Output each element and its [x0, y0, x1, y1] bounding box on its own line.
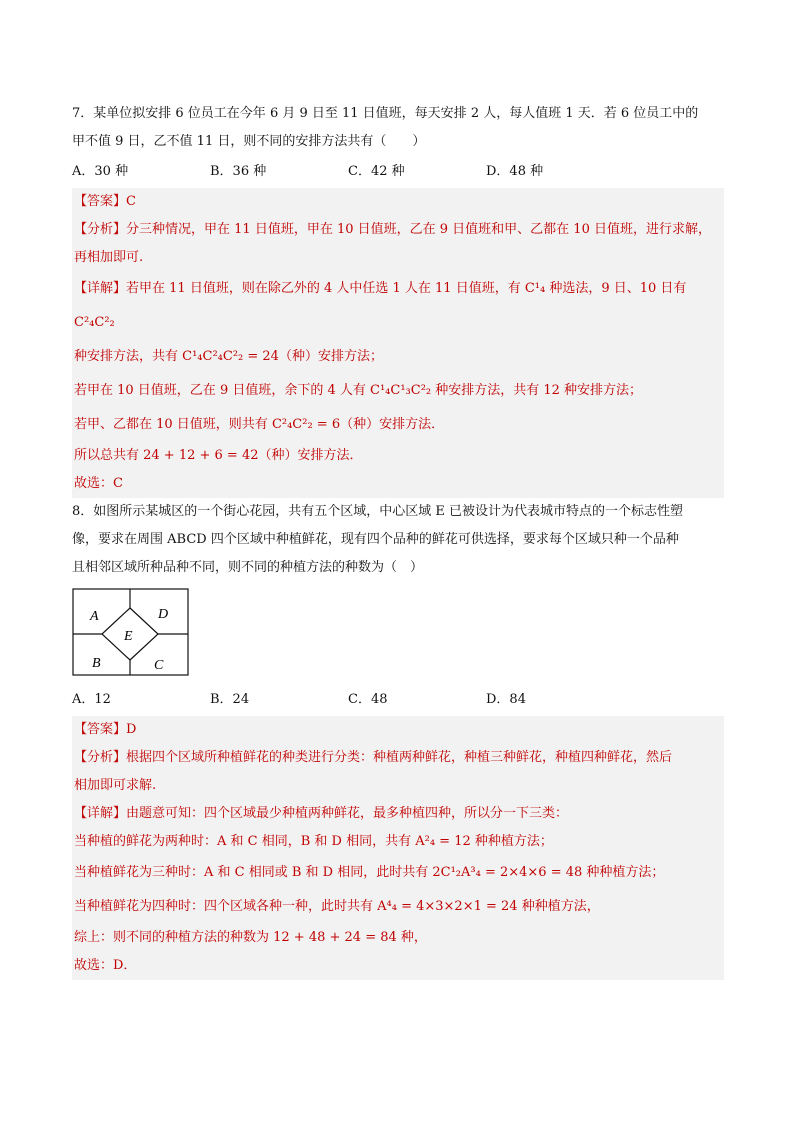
region-d-label: D [158, 607, 169, 622]
q7-analysis-line2: 再相加即可. [74, 250, 144, 265]
q8-analysis-text: 根据四个区域所种植鲜花的种类进行分类：种植两种鲜花，种植三种鲜花，种植四种鲜花，然后 [126, 750, 673, 765]
q7-option-c: C．42 种 [348, 164, 405, 179]
q7-option-d: D．48 种 [486, 164, 544, 179]
q8-option-a: A．12 [72, 692, 111, 707]
q7-detail-line3: 若甲在 10 日值班，乙在 9 日值班，余下的 4 人有 C¹₄C¹₃C²₂ 种安排方法，共有 12 种安排方法； [74, 383, 643, 398]
q7-choose: 故选：C [74, 476, 123, 491]
q8-option-d: D．84 [486, 692, 526, 707]
region-a-label: A [90, 609, 99, 624]
q7-option-b: B．36 种 [210, 164, 267, 179]
q7-detail-line4: 若甲、乙都在 10 日值班，则共有 C²₄C²₂ = 6（种）安排方法． [74, 417, 445, 432]
page-content [72, 100, 724, 980]
q8-stem-line3: 且相邻区域所种品种不同，则不同的种植方法的种数为（ ） [72, 560, 424, 575]
q7-solution-box [72, 188, 724, 498]
q8-stem-line1: 8．如图所示某城区的一个街心花园，共有五个区域，中心区域 E 已被设计为代表城市特点的一个标志性塑 [72, 504, 684, 519]
q7-answer-value: C [126, 194, 136, 209]
q7-answer-tag: 【答案】 [74, 194, 127, 209]
q8-detail-line2: 当种植的鲜花为两种时：A 和 C 相同，B 和 D 相同，共有 A²₄ = 12 种种植方法； [74, 834, 553, 849]
q7-detail-line1: 若甲在 11 日值班，则在除乙外的 4 人中任选 1 人在 11 日值班，有 C¹₄ 种选法，9 日、10 日有 C²₄C²₂ [74, 281, 687, 330]
q8-detail [74, 800, 722, 828]
region-b-label: B [92, 656, 101, 671]
q8-option-c: C．48 [348, 692, 388, 707]
q7-stem-line2: 甲不值 9 日，乙不值 11 日，则不同的安排方法共有（ ） [72, 134, 426, 149]
q8-detail-line4: 当种植鲜花为四种时：四个区域各种一种，此时共有 A⁴₄ = 4×3×2×1 = 24 种种植方法， [74, 899, 600, 914]
q8-detail-line3: 当种植鲜花为三种时：A 和 C 相同或 B 和 D 相同，此时共有 2C¹₂A³₄ = 2×4×6 = 48 种种植方法； [74, 865, 665, 880]
q8-choose: 故选：D． [74, 958, 137, 973]
q7-detail-line5: 所以总共有 24 + 12 + 6 = 42（种）安排方法． [74, 448, 363, 463]
q8-detail-line5: 综上：则不同的种植方法的种数为 12 + 48 + 24 = 84 种， [74, 930, 427, 945]
q8-answer-tag: 【答案】 [74, 722, 127, 737]
q8-answer-value: D [126, 722, 137, 737]
q7-option-a: A．30 种 [72, 164, 129, 179]
q7-stem-line1: 7．某单位拟安排 6 位员工在今年 6 月 9 日至 11 日值班，每天安排 2 人，每人值班 1 天．若 6 位员工中的 [72, 106, 699, 121]
q8-detail-tag: 【详解】 [74, 806, 127, 821]
q8-stem-line2: 像，要求在周围 ABCD 四个区域中种植鲜花，现有四个品种的鲜花可供选择，要求每个区域只种一个品种 [72, 532, 679, 547]
q7-options [72, 158, 724, 186]
region-c-label: C [154, 658, 164, 673]
garden-diagram [72, 588, 190, 678]
q7-answer [74, 188, 722, 216]
q7-detail-tag: 【详解】 [74, 281, 127, 296]
q7-analysis [74, 216, 722, 244]
region-e-label: E [124, 629, 133, 644]
q7-detail-line2: 种安排方法，共有 C¹₄C²₄C²₂ = 24（种）安排方法； [74, 349, 383, 364]
q8-analysis [74, 744, 722, 772]
q7-analysis-text: 分三种情况，甲在 11 日值班，甲在 10 日值班，乙在 9 日值班和甲、乙都在 10 日值班，进行求解， [126, 222, 711, 237]
q7-detail [74, 272, 722, 340]
q7-analysis-tag: 【分析】 [74, 222, 127, 237]
garden-figure [72, 588, 724, 682]
q8-option-b: B．24 [210, 692, 250, 707]
q8-detail-line1: 由题意可知：四个区域最少种植两种鲜花，最多种植四种，所以分一下三类： [126, 806, 569, 821]
q8-solution-box [72, 716, 724, 980]
q8-options [72, 686, 724, 714]
q8-answer [74, 716, 722, 744]
q8-analysis-line2: 相加即可求解. [74, 778, 157, 793]
q8-analysis-tag: 【分析】 [74, 750, 127, 765]
